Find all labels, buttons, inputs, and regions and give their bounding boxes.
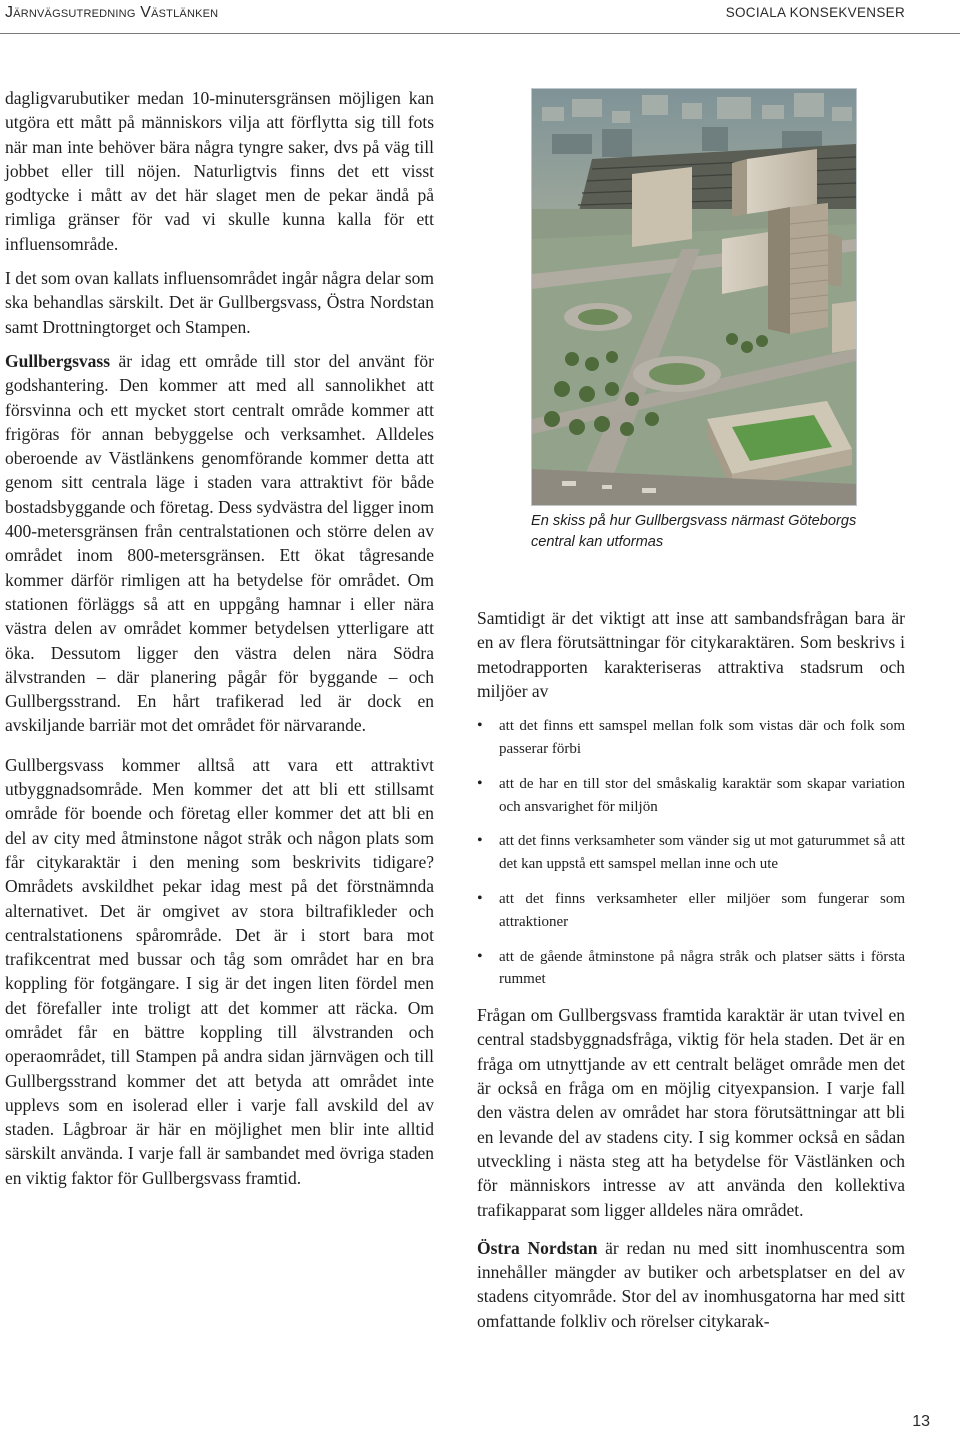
list-item: • att de har en till stor del småskalig karaktär som skapar variation och ansvarighet för miljön: [477, 773, 905, 819]
left-column: [5, 86, 434, 1190]
term-ostra-nordstan: Östra Nordstan: [477, 1237, 598, 1258]
list-item: • att de gående åtminstone på några stråk och platser sätts i första rummet: [477, 946, 905, 992]
list-item: • att det finns verksamheter som vänder sig ut mot gaturummet så att det kan uppstå ett samspel mellan inne och ute: [477, 830, 905, 876]
document-title: Järnvägsutredning Västlänken: [5, 4, 219, 21]
figure-caption: En skiss på hur Gullbergsvass närmast Göteborgs central kan utformas: [531, 513, 857, 550]
page-number: 13: [912, 1413, 930, 1430]
paragraph-ostra-nordstan: [477, 1236, 905, 1333]
header-rule: [0, 33, 960, 34]
list-item: • att det finns verksamheter eller miljöer som fungerar som attraktioner: [477, 888, 905, 934]
aerial-sketch-image: [531, 88, 857, 506]
paragraph: dagligvarubutiker medan 10-minutersgränsen möjligen kan utgöra ett mått på människors vilja att förflytta sig till fots när man inte behöver bära några tyngre saker, dvs på väg till jobbet eller till nöjen. Naturligtvis finns det ett visst godtycke i mått av det här slaget men de pekar ändå på rimliga gränser för vad vi skulle kunna kalla för ett influensområde.: [5, 88, 434, 254]
paragraph: Frågan om Gullbergsvass framtida karaktär är utan tvivel en central stadsbyggnadsfråga, viktig för hela staden. Det är en fråga om utnyttjande av ett centralt beläget område men det är också en fråga om en möjlig cityexpansion. I varje fall den västra delen av området har stora förutsättningar att bli en levande del av stadens city. I sig kommer också en sådan utveckling i nästa steg att ha betydelse för Västlänken och för människors intresse av att använda den kollektiva trafikapparat som ligger alldeles nära området.: [477, 1005, 905, 1220]
paragraph: I det som ovan kallats influensområdet ingår några delar som ska behandlas särskilt. Det är Gullbergsvass, Östra Nordstan samt Drottningtorget och Stampen.: [5, 268, 434, 337]
paragraph-text: är idag ett område till stor del använt för godshantering. Den kommer att med all sannolikhet att försvinna och ett mycket stort centralt område kommer att frigöras för annan bebyggelse och verksamhet. Alldeles oberoende av Västlänkens genomförande kommer detta att genom sitt centrala läge i staden vara attraktivt för både bostadsbyggande och företag. Dess sydvästra del ligger inom 400-metersgränsen från centralstationen och större delen av området inom 800-metersgränsen. Ett ökat tågresande kommer därför rimligen att ha betydelse för området. Om stationen förläggs så att en uppgång hamnar i eller nära västra delen av området kommer betydelsen ytterligare att öka. Dessutom ligger den västra delen nära Södra älvstranden – där planering pågår för byggande – och Gullbergsstrand. En hårt trafikerad led är dock en avskiljande barriär mot det området för närvarande.: [5, 350, 434, 736]
paragraph: Samtidigt är det viktigt att inse att sambandsfrågan bara är en av flera förutsättningar för citykaraktären. Som beskrivs i metodrapporten karakteriseras attraktiva stadsrum och miljöer av: [477, 608, 905, 701]
paragraph: Gullbergsvass kommer alltså att vara ett attraktivt utbyggnadsområde. Men kommer det att bli ett stillsamt område för boende och företag eller kommer det att bli en del av city med åtminstone något stråk och någon plats som får citykaraktär i den mening som beskrivits tidigare? Områdets avskildhet pekar idag mest på det förstnämnda alternativet. Det är omgivet av stora biltrafikleder och centralstationens spårområde. Det är i stort bara mot trafikcentrat med bussar och tåg som området har en bra koppling för fotgängare. I sig är det ingen liten fördel men det förefaller inte troligt att det kommer att räcka. Om området får en bättre koppling till älvstranden och operaområdet, till Stampen på andra sidan järnvägen och till Gullbergsstrand kommer det att betyda att området inte upplevs som en isolerad eller i varje fall avskild del av staden. Lågbroar är här en möjlighet men blir inte alltid särskilt använda. I varje fall är sambandet med övriga staden en viktig faktor för Gullbergsvass framtid.: [5, 754, 434, 1188]
list-item: • att det finns ett samspel mellan folk som vistas där och folk som passerar förbi: [477, 715, 905, 761]
section-title: SOCIALA KONSEKVENSER: [725, 5, 905, 20]
paragraph-gullbergsvass: [5, 349, 434, 738]
right-column: [477, 606, 905, 1333]
page-header: [0, 0, 960, 38]
term-gullbergsvass: Gullbergsvass: [5, 350, 111, 371]
bullet-list: [477, 715, 905, 991]
paragraph-text: är redan nu med sitt inomhuscentra som innehåller mängder av butiker och arbetsplatser en del av stadens cityområde. Stor del av inomhusgatorna har med sitt omfattande folkliv och rörelser citykarak-: [477, 1237, 905, 1331]
